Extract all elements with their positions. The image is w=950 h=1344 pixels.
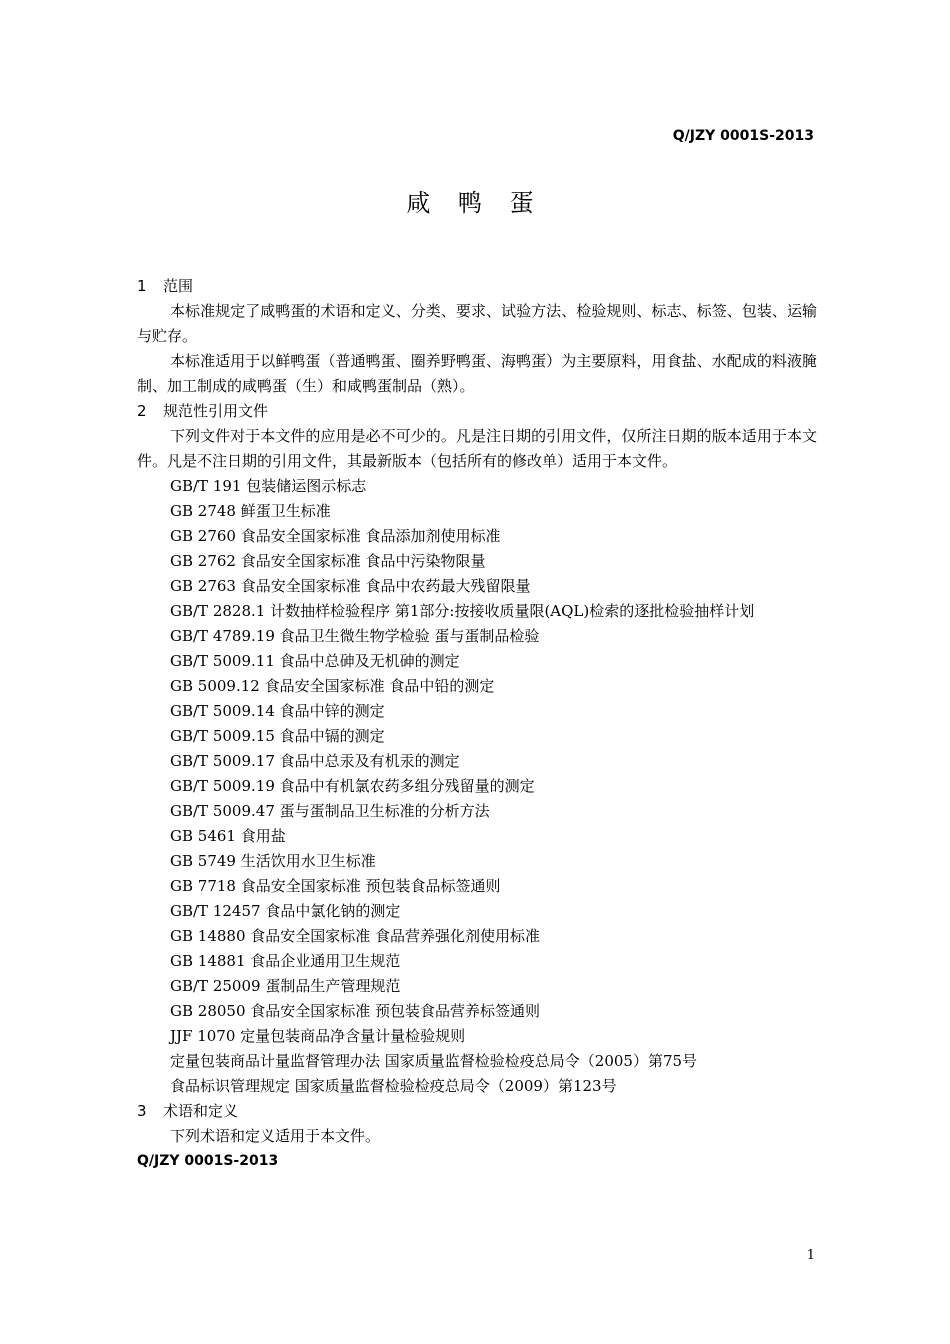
reference-item: GB 14880 食品安全国家标准 食品营养强化剂使用标准: [170, 927, 541, 945]
section-2-title: 规范性引用文件: [163, 402, 269, 420]
reference-item: GB/T 5009.17 食品中总汞及有机汞的测定: [170, 752, 460, 770]
section-1-heading: [137, 274, 817, 299]
reference-item: GB/T 5009.15 食品中镉的测定: [170, 727, 385, 745]
reference-item: GB 14881 食品企业通用卫生规范: [170, 952, 401, 970]
reference-item: GB/T 5009.19 食品中有机氯农药多组分残留量的测定: [170, 777, 535, 795]
reference-list: [137, 474, 817, 1099]
reference-item: GB 5009.12 食品安全国家标准 食品中铅的测定: [170, 677, 495, 695]
section-2-intro: 下列文件对于本文件的应用是必不可少的。凡是注日期的引用文件，仅所注日期的版本适用于本文件。凡是不注日期的引用文件，其最新版本（包括所有的修改单）适用于本文件。: [137, 427, 817, 470]
reference-item: GB/T 5009.11 食品中总砷及无机砷的测定: [170, 652, 460, 670]
page-number: 1: [806, 1248, 815, 1263]
section-2-heading: [137, 399, 817, 424]
document-title: 咸 鸭 蛋: [406, 189, 544, 217]
reference-item: GB 2760 食品安全国家标准 食品添加剂使用标准: [170, 527, 501, 545]
reference-item: GB 2763 食品安全国家标准 食品中农药最大残留限量: [170, 577, 531, 595]
reference-item: GB 2762 食品安全国家标准 食品中污染物限量: [170, 552, 486, 570]
reference-item: GB 7718 食品安全国家标准 预包装食品标签通则: [170, 877, 501, 895]
reference-item: GB 5749 生活饮用水卫生标准: [170, 852, 376, 870]
reference-item: GB/T 2828.1 计数抽样检验程序 第1部分:按接收质量限(AQL)检索的逐批检验抽样计划: [170, 602, 755, 620]
section-1-number: 1: [137, 277, 147, 295]
section-3-title: 术语和定义: [163, 1102, 239, 1120]
footer-standard-code: Q/JZY 0001S-2013: [137, 1153, 279, 1169]
reference-item: GB/T 12457 食品中氯化钠的测定: [170, 902, 401, 920]
document-body: [137, 274, 817, 1174]
section-1-paragraph: 本标准适用于以鲜鸭蛋（普通鸭蛋、圈养野鸭蛋、海鸭蛋）为主要原料，用食盐、水配成的料液腌制、加工制成的咸鸭蛋（生）和咸鸭蛋制品（熟）。: [137, 352, 817, 395]
reference-item: GB 2748 鲜蛋卫生标准: [170, 502, 331, 520]
reference-item: GB 5461 食用盐: [170, 827, 286, 845]
reference-item: GB/T 25009 蛋制品生产管理规范: [170, 977, 401, 995]
reference-item: GB/T 5009.14 食品中锌的测定: [170, 702, 385, 720]
reference-item: GB/T 5009.47 蛋与蛋制品卫生标准的分析方法: [170, 802, 490, 820]
reference-item: JJF 1070 定量包装商品净含量计量检验规则: [170, 1027, 466, 1045]
reference-item: 定量包装商品计量监督管理办法 国家质量监督检验检疫总局令（2005）第75号: [170, 1052, 698, 1070]
reference-item: 食品标识管理规定 国家质量监督检验检疫总局令（2009）第123号: [170, 1077, 617, 1095]
section-3-number: 3: [137, 1102, 147, 1120]
section-3-intro: 下列术语和定义适用于本文件。: [170, 1127, 381, 1145]
section-1-paragraph: 本标准规定了咸鸭蛋的术语和定义、分类、要求、试验方法、检验规则、标志、标签、包装、运输与贮存。: [137, 302, 817, 345]
section-2-number: 2: [137, 402, 147, 420]
section-3-heading: [137, 1099, 817, 1124]
section-1-title: 范围: [163, 277, 194, 295]
header-standard-code: Q/JZY 0001S-2013: [672, 128, 814, 144]
reference-item: GB 28050 食品安全国家标准 预包装食品营养标签通则: [170, 1002, 541, 1020]
reference-item: GB/T 4789.19 食品卫生微生物学检验 蛋与蛋制品检验: [170, 627, 540, 645]
reference-item: GB/T 191 包装储运图示标志: [170, 477, 367, 495]
